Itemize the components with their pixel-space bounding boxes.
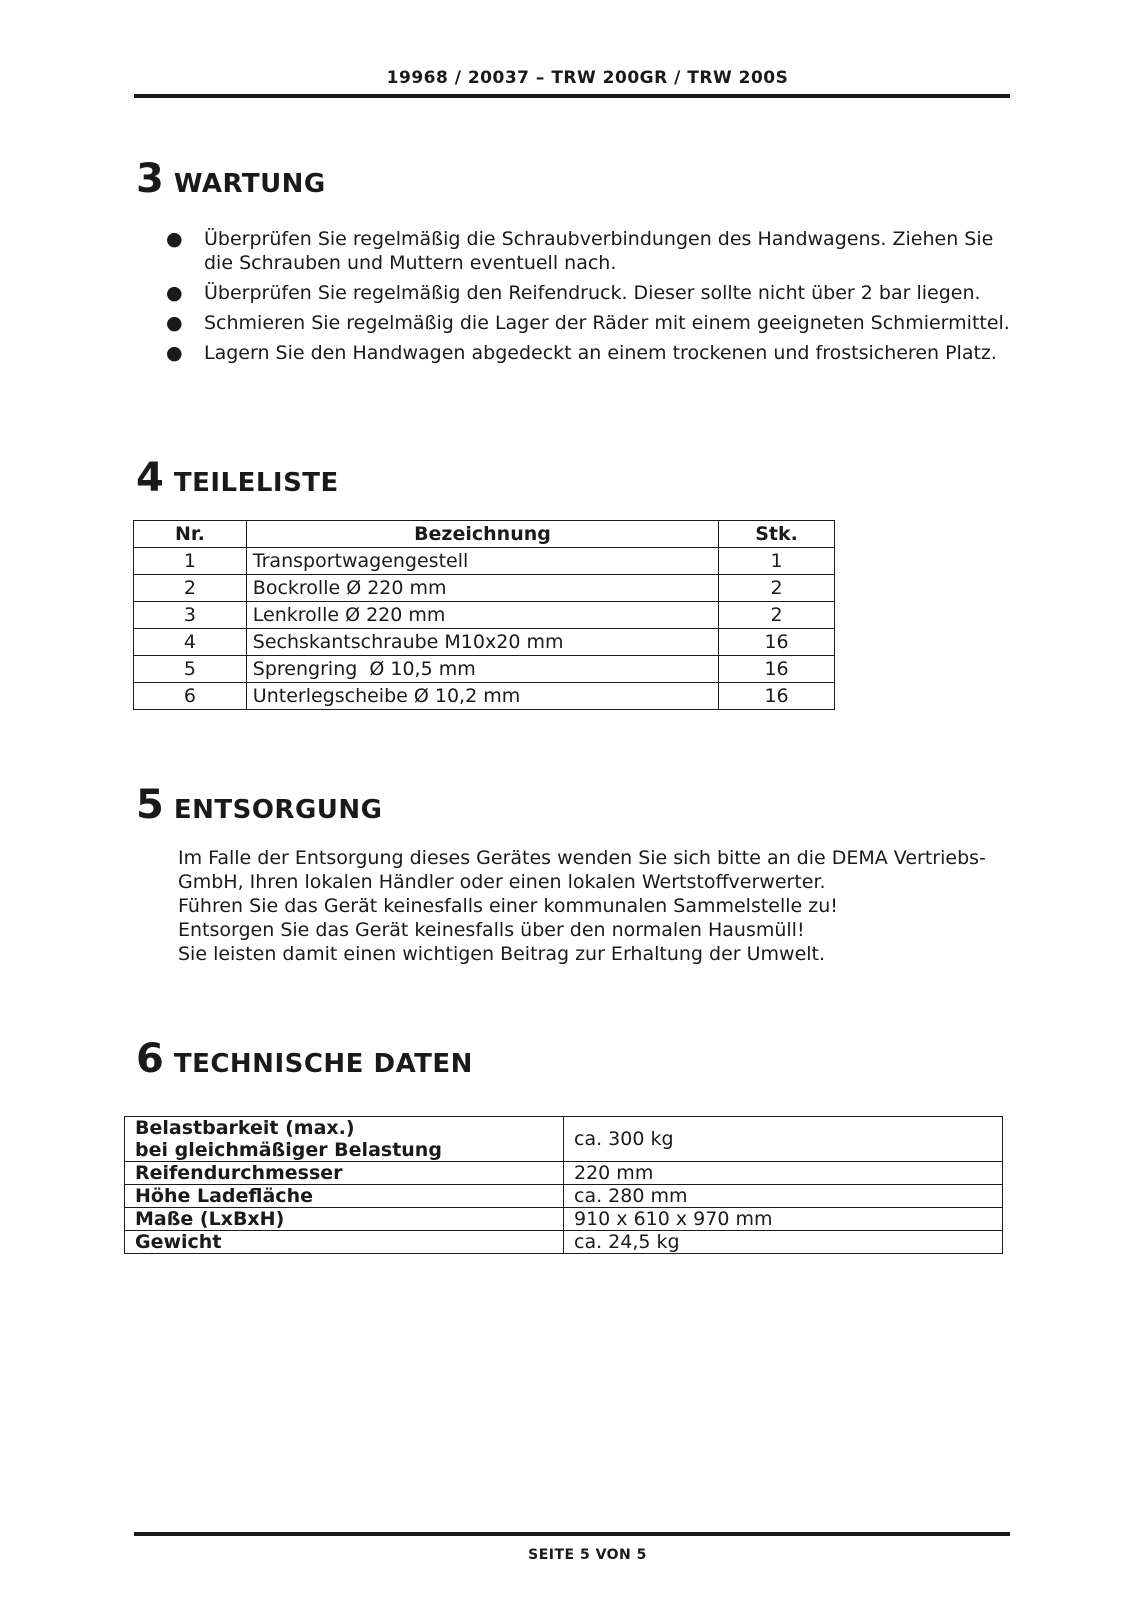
bullet-icon: ●: [166, 312, 183, 334]
paragraph-line: Im Falle der Entsorgung dieses Gerätes wenden Sie sich bitte an die DEMA Vertriebs-: [178, 847, 986, 869]
table-row: 5 Sprengring Ø 10,5 mm 16: [134, 656, 835, 683]
table-row: 3 Lenkrolle Ø 220 mm 2: [134, 602, 835, 629]
header-divider: [134, 94, 1010, 98]
spec-label: Maße (LxBxH): [125, 1208, 564, 1231]
paragraph-line: GmbH, Ihren lokalen Händler oder einen lokalen Wertstoffverwerter.: [178, 871, 826, 893]
list-item: ● Überprüfen Sie regelmäßig den Reifendruck. Dieser sollte nicht über 2 bar liegen.: [166, 282, 981, 304]
section-number: 5: [136, 782, 164, 828]
bullet-icon: ●: [166, 282, 183, 304]
section-number: 6: [136, 1036, 164, 1082]
parts-table: [133, 520, 835, 710]
paragraph-line: Sie leisten damit einen wichtigen Beitrag zur Erhaltung der Umwelt.: [178, 943, 826, 965]
section-heading-wartung: [136, 156, 326, 202]
spec-label: Reifendurchmesser: [125, 1162, 564, 1185]
spec-label: Gewicht: [125, 1231, 564, 1254]
section-title: TEILELISTE: [173, 468, 339, 498]
table-row: [125, 1162, 1003, 1185]
maintenance-list: [164, 227, 1014, 371]
spec-value: ca. 280 mm: [564, 1185, 1003, 1208]
list-item: ● Lagern Sie den Handwagen abgedeckt an einem trockenen und frostsicheren Platz.: [166, 342, 997, 364]
section-heading-entsorgung: [136, 782, 383, 828]
table-row: [125, 1208, 1003, 1231]
document-header-title: 19968 / 20037 – TRW 200GR / TRW 200S: [386, 68, 789, 88]
column-header-bezeichnung: Bezeichnung: [246, 521, 718, 548]
section-title: ENTSORGUNG: [173, 795, 383, 825]
table-row: [125, 1185, 1003, 1208]
bullet-icon: ●: [166, 228, 183, 250]
spec-label: Höhe Ladefläche: [125, 1185, 564, 1208]
spec-label: Belastbarkeit (max.) bei gleichmäßiger Belastung: [125, 1117, 564, 1162]
page-number: SEITE 5 VON 5: [528, 1547, 647, 1563]
disposal-paragraph: [178, 846, 1018, 966]
table-row: [125, 1117, 1003, 1162]
column-header-nr: Nr.: [134, 521, 247, 548]
spec-value: 910 x 610 x 970 mm: [564, 1208, 1003, 1231]
list-item: ● Überprüfen Sie regelmäßig die Schraubverbindungen des Handwagens. Ziehen Sie die Schrauben und Muttern eventuell nach.: [166, 228, 994, 274]
section-number: 4: [136, 455, 164, 501]
section-heading-technische-daten: [136, 1036, 473, 1082]
section-title: TECHNISCHE DATEN: [173, 1049, 473, 1079]
column-header-stk: Stk.: [719, 521, 835, 548]
spec-value: 220 mm: [564, 1162, 1003, 1185]
table-row: 1 Transportwagengestell 1: [134, 548, 835, 575]
spec-value: ca. 300 kg: [564, 1117, 1003, 1162]
table-row: 4 Sechskantschraube M10x20 mm 16: [134, 629, 835, 656]
footer-divider: [134, 1532, 1010, 1536]
table-row: [125, 1231, 1003, 1254]
technical-data-table: [124, 1116, 1003, 1254]
paragraph-line: Führen Sie das Gerät keinesfalls einer kommunalen Sammelstelle zu!: [178, 895, 838, 917]
section-number: 3: [136, 156, 164, 202]
table-row: 2 Bockrolle Ø 220 mm 2: [134, 575, 835, 602]
paragraph-line: Entsorgen Sie das Gerät keinesfalls über den normalen Hausmüll!: [178, 919, 805, 941]
table-header-row: [134, 521, 835, 548]
section-title: WARTUNG: [173, 169, 326, 199]
table-row: 6 Unterlegscheibe Ø 10,2 mm 16: [134, 683, 835, 710]
bullet-icon: ●: [166, 342, 183, 364]
list-item: ● Schmieren Sie regelmäßig die Lager der Räder mit einem geeigneten Schmiermittel.: [166, 312, 1010, 334]
section-heading-teileliste: [136, 455, 339, 501]
spec-value: ca. 24,5 kg: [564, 1231, 1003, 1254]
